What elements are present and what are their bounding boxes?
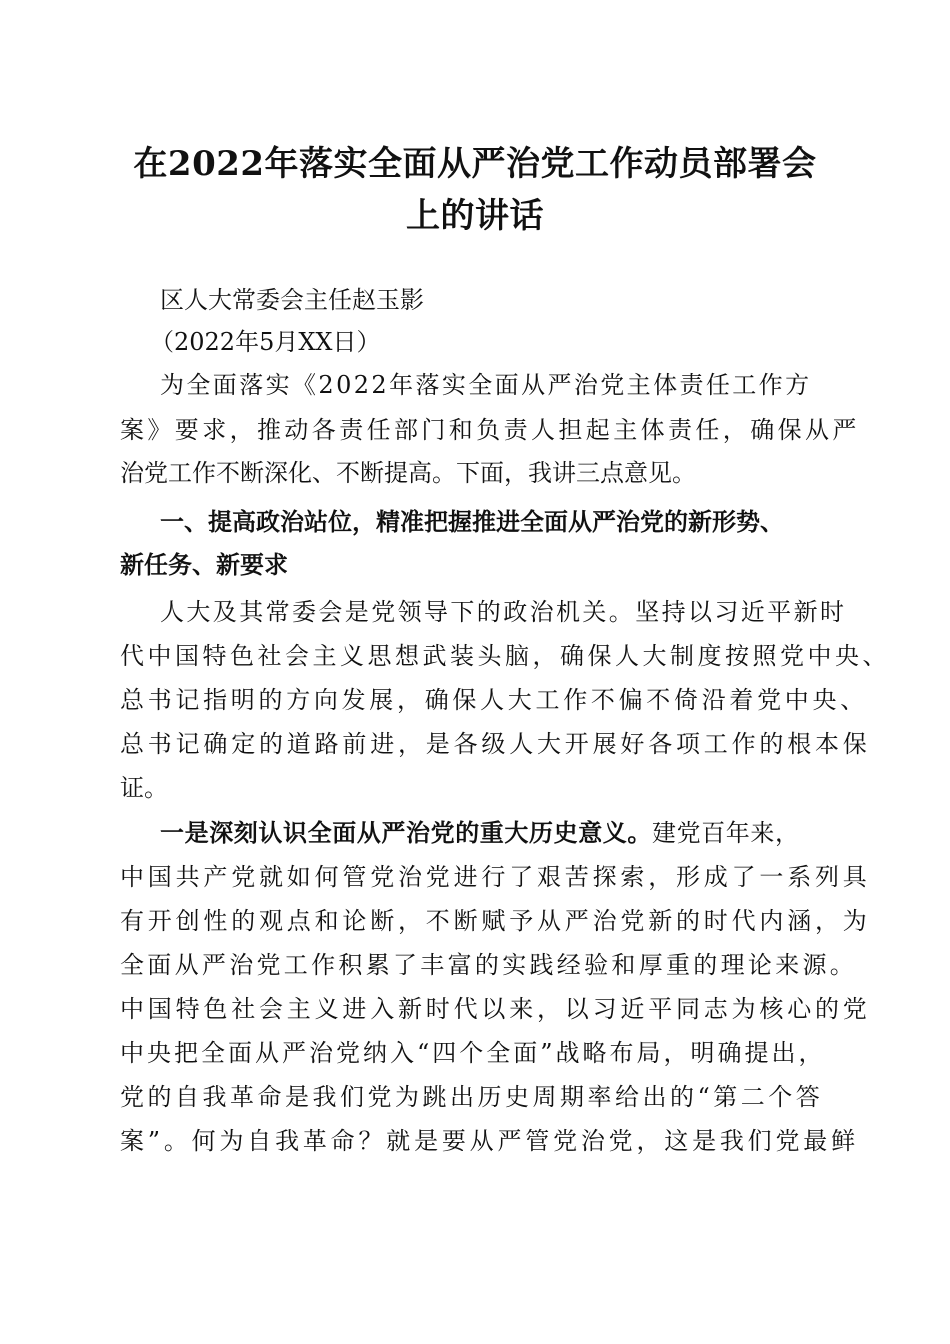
para2-line-4: 全面从严治党工作积累了丰富的实践经验和厚重的理论来源。: [120, 951, 858, 979]
section-heading-line-2: 新任务、新要求: [120, 551, 288, 579]
para2-line-2: 中国共产党就如何管党治党进行了艰苦探索，形成了一系列具: [120, 863, 871, 891]
para2-line-8: 案”。何为自我革命？就是要从严管党治党，这是我们党最鲜: [120, 1127, 859, 1155]
para1-line-5: 证。: [120, 774, 168, 802]
para2-line-3: 有开创性的观点和论断，不断赋予从严治党新的时代内涵，为: [120, 907, 871, 935]
para2-lead: 一是深刻认识全面从严治党的重大历史意义。: [160, 818, 652, 847]
para2-first-rest: 建党百年来，: [652, 819, 800, 847]
title-line-1: 在2022年落实全面从严治党工作动员部署会: [133, 144, 817, 184]
para1-line-1: 人大及其常委会是党领导下的政治机关。坚持以习近平新时: [160, 598, 847, 626]
date-line: （2022年5月XX日）: [150, 328, 381, 356]
author-line: 区人大常委会主任赵玉影: [160, 286, 424, 314]
para1-line-3: 总书记指明的方向发展，确保人大工作不偏不倚沿着党中央、: [120, 686, 868, 714]
para2-line-7: 党的自我革命是我们党为跳出历史周期率给出的“第二个答: [120, 1083, 824, 1111]
intro-line-1: 为全面落实《2022年落实全面从严治党主体责任工作方: [160, 371, 812, 399]
para1-line-2: 代中国特色社会主义思想武装头脑，确保人大制度按照党中央、: [120, 642, 890, 670]
section-heading-line-1: 一、提高政治站位，精准把握推进全面从严治党的新形势、: [160, 508, 784, 536]
title-line-2: 上的讲话: [406, 196, 544, 236]
para2-line-5: 中国特色社会主义进入新时代以来，以习近平同志为核心的党: [120, 995, 871, 1023]
para1-line-4: 总书记确定的道路前进，是各级人大开展好各项工作的根本保: [120, 730, 871, 758]
intro-line-2: 案》要求，推动各责任部门和负责人担起主体责任，确保从严: [120, 416, 860, 444]
document-title: [100, 138, 850, 242]
intro-line-3: 治党工作不断深化、不断提高。下面，我讲三点意见。: [120, 459, 696, 487]
para2-line-6: 中央把全面从严治党纳入“四个全面”战略布局，明确提出，: [120, 1039, 826, 1067]
para2-line-1: [160, 818, 800, 848]
